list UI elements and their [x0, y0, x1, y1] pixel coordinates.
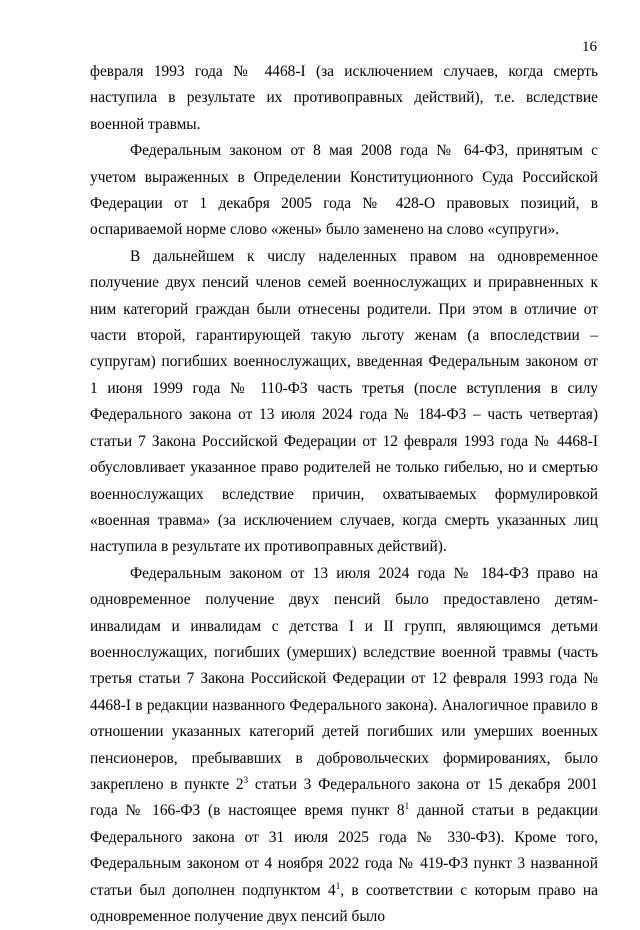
superscript-marker: 1 — [335, 880, 341, 891]
paragraph-with-footnotes — [90, 561, 598, 930]
page-number: 16 — [582, 39, 597, 55]
document-body — [90, 59, 598, 930]
paragraph-text-segment: данной статьи в редакции Федерального закона от 31 июля 2025 года № 330-ФЗ). Кроме того, Федеральным законом от 4 ноября 2022 года № 419-ФЗ пункт 3 названной статьи был дополнен подпунктом 4 — [90, 802, 599, 899]
paragraph-text-segment: , в соответствии с которым право на одновременное получение двух пенсий было — [90, 881, 598, 925]
paragraph-text-segment: Федеральным законом от 13 июля 2024 года № 184-ФЗ право на одновременное получение двух пенсий было предоставлено детям-инвалидам и инвалидам с детства I и II групп, являющимся детьми военнослужащих, погибших (умерших) вследствие военной травмы (часть третья статьи 7 Закона Российской Федерации от 12 февраля 1993 года № 4468-I в редакции названного Федерального закона). Аналогичное правило в отношении указанных категорий детей погибших или умерших военных пенсионеров, пребывавших в добровольческих формированиях, было закреплено в пункте 2 — [90, 564, 598, 793]
paragraph: В дальнейшем к числу наделенных правом на одновременное получение двух пенсий членов семей военнослужащих и приравненных к ним категорий граждан были отнесены родители. При этом в отличие от части второй, гарантирующей такую льготу женам (а впоследствии – супругам) погибших военнослужащих, введенная Федеральным законом от 1 июня 1999 года № 110-ФЗ часть третья (после вступления в силу Федерального закона от 13 июля 2024 года № 184-ФЗ – часть четвертая) статьи 7 Закона Российской Федерации от 12 февраля 1993 года № 4468-I обусловливает указанное право родителей не только гибелью, но и смертью военнослужащих вследствие причин, охватываемых формулировкой «военная травма» (за исключением случаев, когда смерть указанных лиц наступила в результате их противоправных действий). — [90, 247, 598, 556]
paragraph-continued: февраля 1993 года № 4468-I (за исключением случаев, когда смерть наступила в результате их противоправных действий), т.е. вследствие военной травмы. — [90, 63, 598, 133]
superscript-marker: 1 — [404, 801, 410, 812]
superscript-marker: 3 — [243, 774, 249, 785]
paragraph: Федеральным законом от 8 мая 2008 года № 64-ФЗ, принятым с учетом выраженных в Определении Конституционного Суда Российской Федерации от 1 декабря 2005 года № 428-О правовых позиций, в оспариваемой норме слово «жены» было заменено на слово «супруги». — [90, 142, 598, 239]
paragraph-text-segment: статьи 3 Федерального закона от 15 декабря 2001 года № 166-ФЗ (в настоящее время пункт 8 — [90, 775, 598, 820]
